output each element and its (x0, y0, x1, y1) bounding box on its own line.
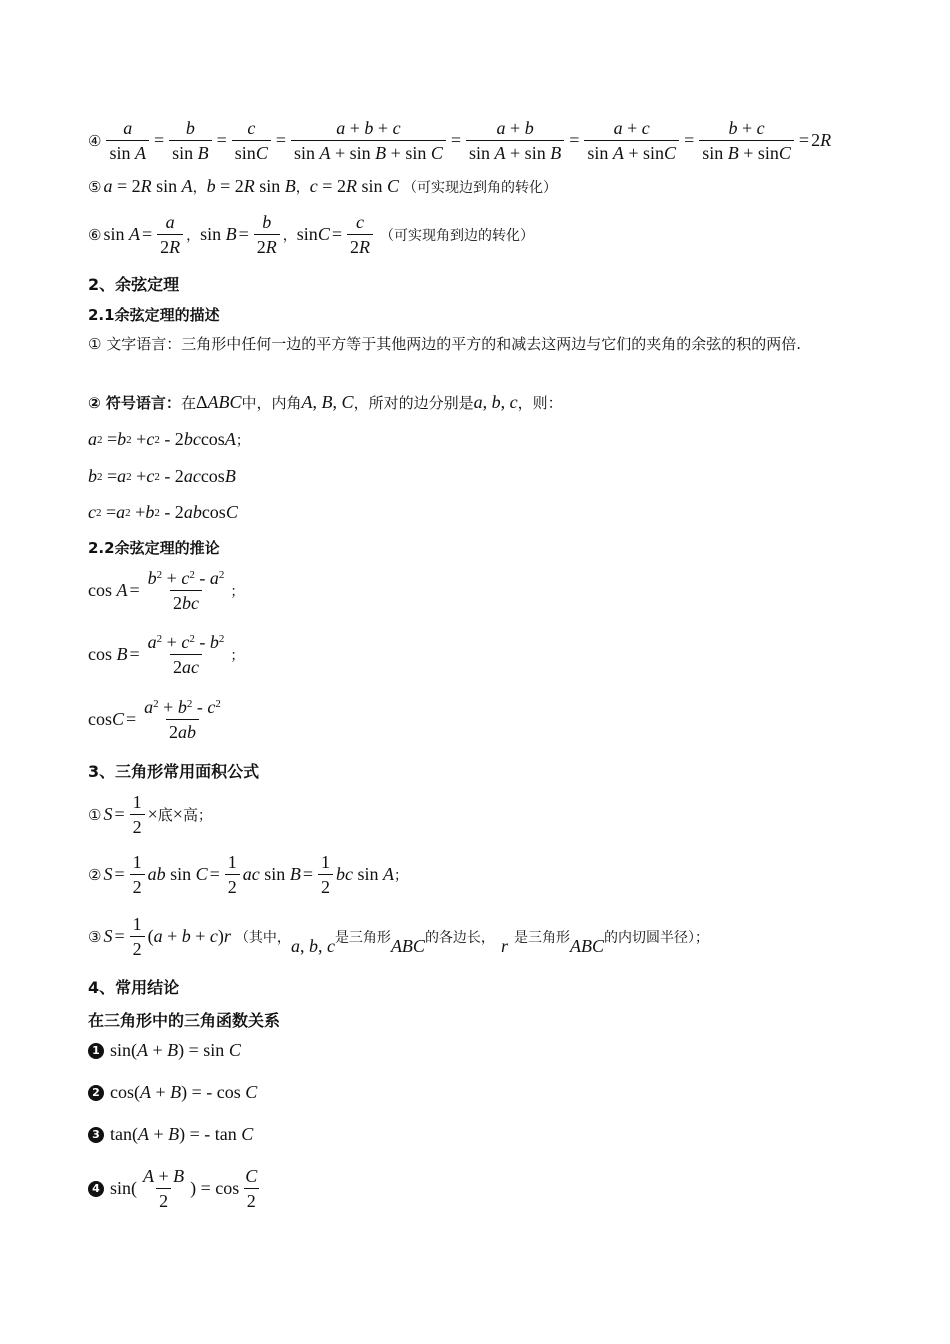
label-symbol-language: ② 符号语言： (88, 394, 181, 412)
equals-2R: 2R (811, 130, 832, 150)
fraction-b-sinB: $\frac{b}{\text{sin B}}$ (169, 118, 212, 163)
angles-ABC: A, B, C (301, 392, 354, 412)
relation-3: 3 tan(A + B) = - tan C (88, 1124, 253, 1145)
text-then: ，则： (517, 394, 563, 412)
formula-cosC: cosC = $\frac{a^2 + b^2 - c^2}{2ab}$ (88, 697, 221, 742)
formula-cosA: cos A = $\frac{b^2 + c^2 - a^2}{2bc}$ ； (88, 568, 245, 613)
text-in: 在 (180, 394, 196, 412)
relation-1: 1 sin(A + B) = sin C (88, 1040, 241, 1061)
item-number-5: ⑤ (88, 177, 102, 196)
fraction-sum-ac: $\frac{a + c}{\text{sin A + sinC}}$ (584, 118, 679, 163)
relation-2: 2 cos(A + B) = - cos C (88, 1082, 257, 1103)
subheading-cosine-description: 2.1余弦定理的描述 (88, 306, 220, 324)
heading-area-formulas: 3、三角形常用面积公式 (88, 762, 260, 781)
paragraph-text-language: ① 文字语言：三角形中任何一边的平方等于其他两边的平方的和减去这两边与它们的夹角的余弦的积的两倍. (88, 335, 801, 353)
circle-number-2: 2 (88, 1085, 104, 1101)
formula-c-2RsinC: c = 2R sin C (309, 176, 399, 196)
text-interior-angle: 中，内角 (241, 394, 302, 412)
heading-cosine-law: 2、余弦定理 (88, 275, 180, 294)
fraction-b-2R: $\frac{b}{2R}$ (254, 212, 280, 257)
fraction-a-sinA: $\frac{a}{\text{sin A}}$ (106, 118, 149, 163)
area-formula-1: ① S = $\frac{1}{2}$ × 底 × 高 ； (88, 792, 212, 837)
fraction-sum-ab: $\frac{a + b}{\text{sin A + sin B}}$ (466, 118, 564, 163)
area-formula-3: ③ S = $\frac{1}{2}$ (a + b + c)r （其中， a, b, c 是三角形 ABC 的各边长， r 是三角形 ABC 的内切圆半径）； (88, 914, 709, 959)
formula-cosine-a: a 2 = b 2 + c 2 - 2 bc cos A ； (88, 429, 250, 449)
fraction-sum-abc: $\frac{a + b + c}{\text{sin A + sin B + sin C}}$ (291, 118, 446, 163)
circle-number-1: 1 (88, 1043, 104, 1059)
formula-a-2RsinA: a = 2R sin A (103, 176, 193, 196)
item-number-6: ⑥ (88, 225, 102, 244)
note-side-to-angle: （可实现边到角的转化） (402, 179, 557, 196)
note-angle-to-side: （可实现角到边的转化） (379, 227, 534, 244)
triangle-ABC: ΔABC (195, 392, 242, 412)
subheading-trig-relations: 在三角形中的三角函数关系 (88, 1011, 281, 1030)
fraction-a-2R: $\frac{a}{2R}$ (157, 212, 183, 257)
formula-cosine-c: c 2 = a 2 + b 2 - 2 ab cos C (88, 502, 238, 522)
relation-4: 4 sin( $\frac{A + B}{2}$ ) = cos $\frac{C}{2}$ (88, 1166, 263, 1211)
circle-number-4: 4 (88, 1181, 104, 1197)
sine-law-ratio-line: ④ $\frac{a}{\text{sin A}}$ = $\frac{b}{\text{sin B}}$ = $\frac{c}{\sin C}$ = $\frac{a + b + c}{\text{sin A + sin B + sin C}}$ = $\frac{a + b}{\text{sin A + sin B}}$ = $\frac{a + c}{\text{sin A + sinC}}$ = $\frac{b + c}{\text{sin B + sinC}}$ = 2R (88, 118, 832, 163)
text-opposite-sides: ，所对的边分别是 (353, 394, 474, 412)
fraction-c-2R: $\frac{c}{2R}$ (347, 212, 373, 257)
circle-number-3: 3 (88, 1127, 104, 1143)
formula-cosine-b: b 2 = a 2 + c 2 - 2 ac cos B (88, 466, 236, 486)
fraction-c-sinC: $\frac{c}{\sin C}$ (232, 118, 271, 163)
subheading-cosine-corollary: 2.2余弦定理的推论 (88, 539, 220, 557)
formula-b-2RsinB: b = 2R sin B (206, 176, 296, 196)
heading-common-conclusions: 4、常用结论 (88, 978, 180, 997)
item-number-4: ④ (88, 131, 102, 150)
fraction-sum-bc: $\frac{b + c}{\text{sin B + sinC}}$ (699, 118, 794, 163)
area-formula-2: ② S = $\frac{1}{2}$ ab sin C = $\frac{1}{2}$ ac sin B = $\frac{1}{2}$ bc sin A ； (88, 852, 408, 897)
symbol-language-line (88, 392, 563, 413)
angle-to-side-line: ⑥ sin A = $\frac{a}{2R}$ ， sin B = $\frac{b}{2R}$ ， sinC = $\frac{c}{2R}$ （可实现角到边的转化） (88, 212, 534, 257)
sides-abc: a, b, c (473, 392, 518, 412)
formula-cosB: cos B = $\frac{a^2 + c^2 - b^2}{2ac}$ ； (88, 632, 245, 677)
side-to-angle-line: ⑤ a = 2R sin A ， b = 2R sin B ， c = 2R sin C （可实现边到角的转化） (88, 176, 557, 196)
